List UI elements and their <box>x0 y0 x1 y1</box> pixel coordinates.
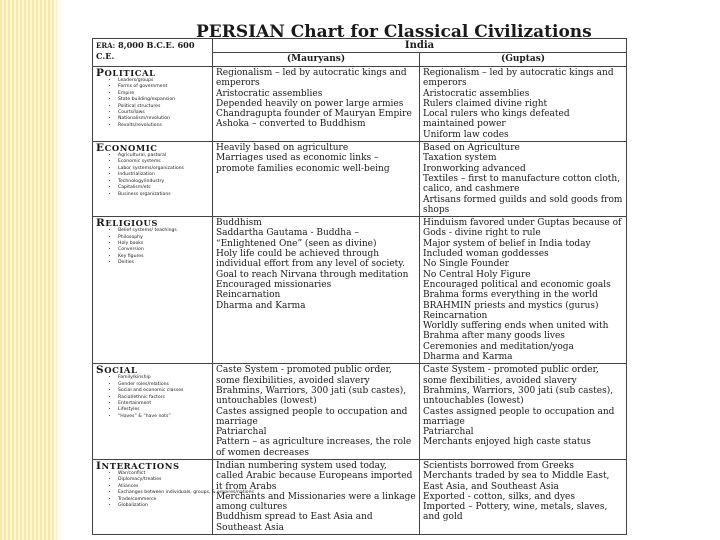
entry-line: Aristocratic assemblies <box>423 88 530 99</box>
entry-line: BRAHMIN priests and mystics (gurus) <box>423 300 599 311</box>
topic-item: • Entertainment <box>118 401 209 407</box>
era-cell <box>93 39 213 67</box>
entry-line: Buddhism spread to East Asia and Southeast Asia <box>216 512 373 533</box>
topic-item: • Labor systems/organizations <box>118 166 209 172</box>
category-heading: RELIGIOUS <box>96 217 159 230</box>
topic-item: • Nationalism/revolution <box>118 116 209 122</box>
entry-line: Patriarchal <box>216 427 267 438</box>
entry-line: Indian numbering system used today, called Arabic because Europeans imported it from Arabs <box>216 460 413 492</box>
entry-line: Regionalism – led by autocratic kings and emperors <box>423 68 614 89</box>
entry-line: Major system of belief in India today <box>423 238 591 249</box>
topic-item: • War/conflict <box>118 471 209 477</box>
entry-line: Reincarnation <box>216 290 281 301</box>
topic-item: • Economic systems <box>118 159 209 165</box>
topic-item: • Globalization <box>118 503 209 509</box>
entry-line: Imported – Pottery, wine, metals, slaves, and gold <box>423 502 608 523</box>
topic-list <box>96 78 209 129</box>
topic-item: • Gender roles/relations <box>118 382 209 388</box>
entry-line: Pattern – as agriculture increases, the role of women decreases <box>216 437 412 458</box>
entry-line: Caste System - promoted public order, some flexibilities, avoided slavery <box>216 365 392 386</box>
category-heading: SOCIAL <box>96 364 138 377</box>
entry-line: Depended heavily on power large armies <box>216 98 404 109</box>
entry-line: Buddhism <box>216 218 262 229</box>
entry-line: Brahma forms everything in the world <box>423 290 598 301</box>
topic-item: • Political structures <box>118 104 209 110</box>
entry-line: Patriarchal <box>423 427 474 438</box>
topic-item: • Holy books <box>118 241 209 247</box>
guptas-cell <box>420 364 627 460</box>
entry-line: Textiles – first to manufacture cotton cloth, calico, and cashmere <box>423 173 621 195</box>
page-title: PERSIAN Chart for Classical Civilizations <box>196 22 592 42</box>
entry-line: Ironworking advanced <box>423 163 526 174</box>
era-range: 8,000 B.C.E. 600 C.E. <box>96 40 195 61</box>
category-row <box>93 364 627 460</box>
entry-line: Caste System - promoted public order, some flexibilities, avoided slavery <box>423 365 599 386</box>
entry-line: Castes assigned people to occupation and marriage <box>423 406 615 427</box>
topic-item: • Key figures <box>118 254 209 260</box>
category-row <box>93 67 627 142</box>
entry-line: Ashoka – converted to Buddhism <box>216 119 366 130</box>
entry-line: Dharma and Karma <box>423 352 513 363</box>
entry-line: Hinduism favored under Guptas because of Gods - divine right to rule <box>423 218 622 239</box>
topic-item: • Deities <box>118 260 209 266</box>
column-heading-guptas: (Guptas) <box>420 53 627 67</box>
topic-item: • Alliances <box>118 484 209 490</box>
category-row <box>93 142 627 217</box>
guptas-cell <box>420 67 627 142</box>
entry-line: Rulers claimed divine right <box>423 98 548 109</box>
topic-item: • Empire <box>118 91 209 97</box>
topic-item: • Social and economic classes <box>118 388 209 394</box>
topic-list <box>96 470 254 509</box>
entry-line: Merchants and Missionaries were a linkage among cultures <box>216 491 416 513</box>
entry-line: Exported - cotton, silks, and dyes <box>423 491 575 502</box>
entry-line: Ceremonies and meditation/yoga <box>423 341 574 352</box>
topic-list <box>96 228 209 266</box>
topic-item: • Belief systems/ teachings <box>118 228 209 234</box>
topic-item: • Family/kinship <box>118 375 209 381</box>
topic-item: • Forms of government <box>118 84 209 90</box>
topic-item: • State building/expansion <box>118 97 209 103</box>
topic-item: • Conversion <box>118 247 209 253</box>
topic-item: • Courts/laws <box>118 110 209 116</box>
guptas-cell <box>420 142 627 217</box>
topic-item: • “Haves” & “have nots” <box>118 414 209 420</box>
category-cell <box>93 142 213 217</box>
entry-line: Worldly suffering ends when united with Brahma after many goods lives <box>423 321 609 342</box>
topic-item: • Racial/ethnic factors <box>118 395 209 401</box>
entry-line: No Central Holy Figure <box>423 269 531 280</box>
topic-list <box>96 375 209 420</box>
entry-line: Chandragupta founder of Mauryan Empire <box>216 109 412 120</box>
entry-line: Brahmins, Warriors, 300 jati (sub castes), untouchables (lowest) <box>423 385 614 407</box>
category-row <box>93 217 627 364</box>
entry-line: Based on Agriculture <box>423 143 520 154</box>
topic-item: • Trade/commerce <box>118 497 209 503</box>
entry-line: Uniform law codes <box>423 129 509 140</box>
topic-item: • Business organizations <box>118 192 209 198</box>
category-cell <box>93 364 213 460</box>
decorative-side-stripe <box>0 0 62 540</box>
entry-line: Taxation system <box>423 153 497 164</box>
mauryans-cell <box>213 459 420 534</box>
persian-chart <box>92 38 626 533</box>
category-heading: INTERACTIONS <box>96 459 180 472</box>
entry-line: Scientists borrowed from Greeks <box>423 460 574 471</box>
entry-line: Goal to reach Nirvana through meditation <box>216 269 409 280</box>
category-heading: POLITICAL <box>96 67 156 79</box>
topic-item: • Revolts/revolutions <box>118 123 209 129</box>
entry-line: Saddartha Gautama - Buddha – “Enlightened One” (seen as divine) <box>216 228 377 249</box>
entry-line: No Single Founder <box>423 259 509 270</box>
entry-line: Heavily based on agriculture <box>216 143 349 154</box>
header-row <box>93 39 627 53</box>
category-cell <box>93 217 213 364</box>
topic-item: • Leaders/groups <box>118 78 209 84</box>
entry-line: Merchants traded by sea to Middle East, East Asia, and Southeast Asia <box>423 471 610 492</box>
topic-item: • Technology/industry <box>118 179 209 185</box>
entry-line: Included woman goddesses <box>423 249 549 260</box>
entry-line: Artisans formed guilds and sold goods from shops <box>423 194 623 215</box>
entry-line: Aristocratic assemblies <box>216 88 323 99</box>
entry-line: Reincarnation <box>423 310 488 321</box>
entry-line: Regionalism – led by autocratic kings and emperors <box>216 68 407 89</box>
entry-line: Merchants enjoyed high caste status <box>423 437 591 448</box>
topic-item: • Capitalism/etc <box>118 185 209 191</box>
entry-line: Dharma and Karma <box>216 300 306 311</box>
topic-item: • Industrialization <box>118 172 209 178</box>
entry-line: Castes assigned people to occupation and marriage <box>216 406 408 427</box>
category-heading: ECONOMIC <box>96 142 158 155</box>
era-label: ERA: <box>96 41 116 50</box>
topic-item: • Lifestyles <box>118 407 209 413</box>
mauryans-cell <box>213 217 420 364</box>
entry-line: Local rulers who kings defeated maintained power <box>423 109 570 130</box>
column-heading-mauryans: (Mauryans) <box>213 53 420 67</box>
entry-line: Encouraged political and economic goals <box>423 279 611 290</box>
civilization-heading: India <box>213 39 627 53</box>
topic-item: • Agricultural, pastoral <box>118 153 209 159</box>
topic-item: • Exchanges between individuals, groups, & empires/nations <box>118 490 209 496</box>
guptas-cell <box>420 217 627 364</box>
entry-line: Encouraged missionaries <box>216 279 332 290</box>
guptas-cell <box>420 459 627 534</box>
category-cell <box>93 459 254 534</box>
mauryans-cell <box>213 364 420 460</box>
topic-item: • Diplomacy/treaties <box>118 477 209 483</box>
topic-list <box>96 153 209 198</box>
topic-item: • Philosophy <box>118 235 209 241</box>
entry-line: Marriages used as economic links – promote families economic well-being <box>216 153 390 174</box>
entry-line: Holy life could be achieved through individual effort from any level of society. <box>216 249 406 270</box>
chart-table <box>92 38 627 535</box>
entry-line: Brahmins, Warriors, 300 jati (sub castes), untouchables (lowest) <box>216 385 407 407</box>
category-cell <box>93 67 213 142</box>
mauryans-cell <box>213 67 420 142</box>
category-row <box>93 459 627 534</box>
mauryans-cell <box>213 142 420 217</box>
